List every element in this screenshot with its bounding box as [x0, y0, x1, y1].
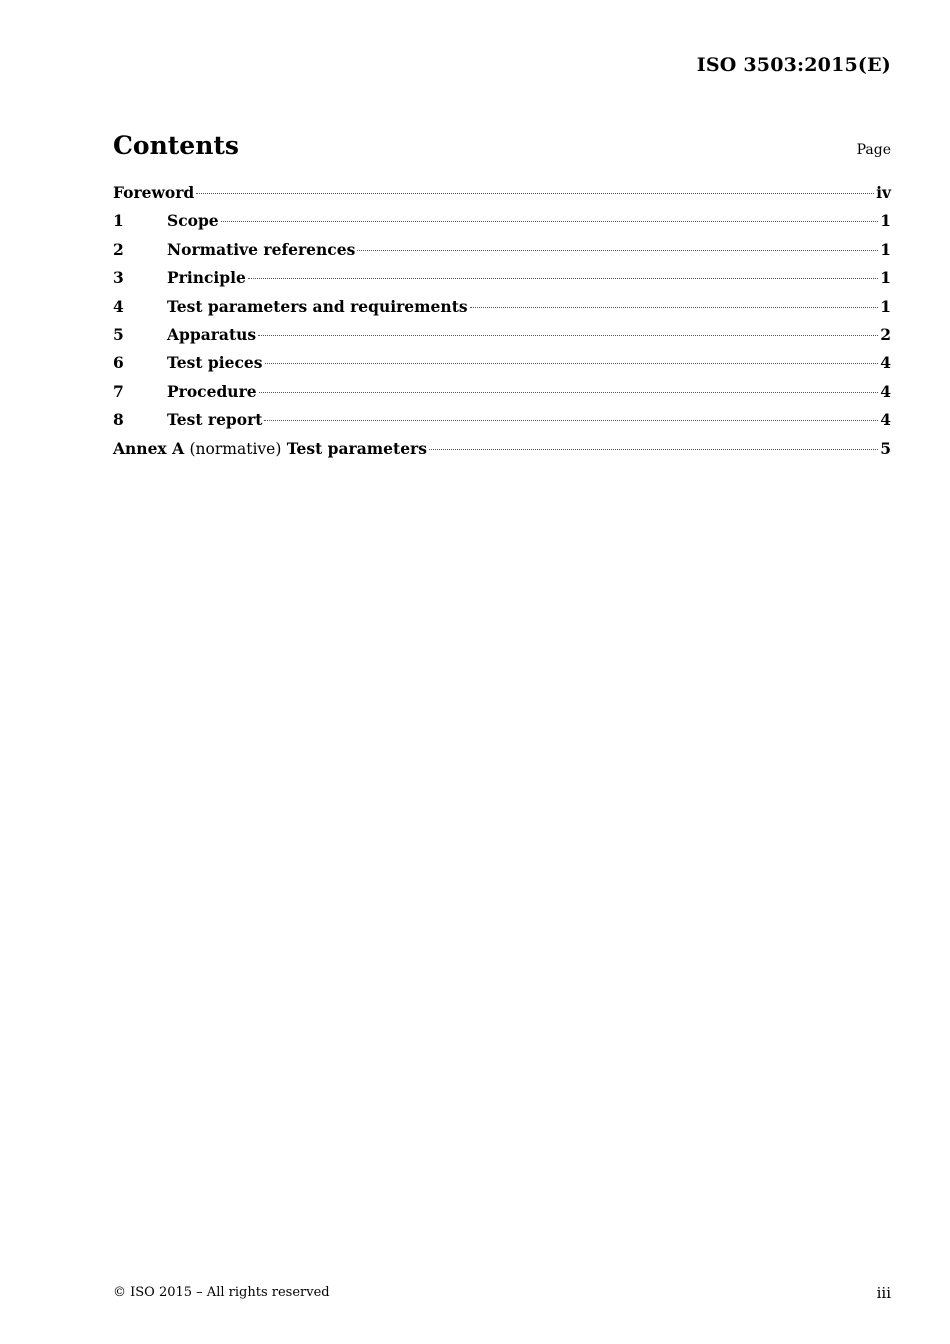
toc-entry-page: 4 — [880, 410, 891, 430]
toc-entry-number: 5 — [113, 324, 124, 344]
toc-entry-apparatus[interactable] — [113, 325, 891, 353]
toc-entry-number: 6 — [113, 353, 124, 373]
toc-leader-dots — [221, 221, 879, 222]
toc-entry-title: Test parameters and requirements — [167, 296, 468, 316]
toc-leader-dots — [429, 449, 878, 450]
toc-entry-page: 4 — [880, 353, 891, 373]
toc-entry-number: 2 — [113, 239, 124, 259]
toc-entry-foreword[interactable] — [113, 183, 891, 211]
toc-entry-title: Foreword — [113, 183, 195, 202]
document-id: ISO 3503:2015(E) — [696, 54, 891, 76]
contents-heading: Contents — [113, 131, 240, 160]
toc-leader-dots — [258, 335, 878, 336]
annex-type: (normative) — [189, 439, 282, 458]
toc-entry-page: 4 — [880, 381, 891, 401]
toc-annex-title — [113, 439, 427, 458]
toc-entry-title: Test pieces — [167, 353, 263, 373]
table-of-contents — [113, 183, 891, 467]
toc-entry-title: Normative references — [167, 239, 356, 259]
toc-leader-dots — [264, 420, 878, 421]
toc-entry-page: 1 — [880, 268, 891, 288]
footer-copyright: © ISO 2015 – All rights reserved — [113, 1285, 330, 1300]
toc-leader-dots — [248, 278, 878, 279]
toc-entry-page: iv — [876, 183, 891, 202]
page-column-label: Page — [856, 142, 891, 158]
toc-entry-number: 4 — [113, 296, 124, 316]
toc-entry-normative-references[interactable] — [113, 240, 891, 268]
toc-entry-page: 1 — [880, 239, 891, 259]
toc-entry-page: 1 — [880, 296, 891, 316]
toc-entry-annex-a[interactable] — [113, 439, 891, 467]
toc-entry-title: Apparatus — [167, 324, 257, 344]
toc-entry-title: Scope — [167, 211, 219, 231]
toc-entry-number: 7 — [113, 381, 124, 401]
toc-entry-test-parameters-requirements[interactable] — [113, 297, 891, 325]
toc-leader-dots — [196, 193, 874, 194]
toc-entry-test-pieces[interactable] — [113, 353, 891, 381]
toc-entry-number: 3 — [113, 268, 124, 288]
toc-entry-number: 1 — [113, 211, 124, 231]
toc-leader-dots — [357, 250, 878, 251]
toc-entry-procedure[interactable] — [113, 382, 891, 410]
toc-leader-dots — [470, 307, 879, 308]
toc-entry-page: 1 — [880, 211, 891, 231]
toc-entry-principle[interactable] — [113, 268, 891, 296]
annex-title: Test parameters — [286, 438, 427, 458]
footer-page-number: iii — [876, 1284, 891, 1302]
toc-entry-number: 8 — [113, 410, 124, 430]
toc-leader-dots — [259, 392, 879, 393]
toc-entry-title: Procedure — [167, 381, 257, 401]
toc-entry-title: Test report — [167, 410, 263, 430]
toc-entry-title: Principle — [167, 268, 246, 288]
toc-leader-dots — [265, 363, 879, 364]
toc-entry-page: 5 — [880, 438, 891, 458]
annex-label: Annex A — [113, 438, 185, 458]
toc-entry-test-report[interactable] — [113, 410, 891, 438]
toc-entry-scope[interactable] — [113, 211, 891, 239]
toc-entry-page: 2 — [880, 324, 891, 344]
